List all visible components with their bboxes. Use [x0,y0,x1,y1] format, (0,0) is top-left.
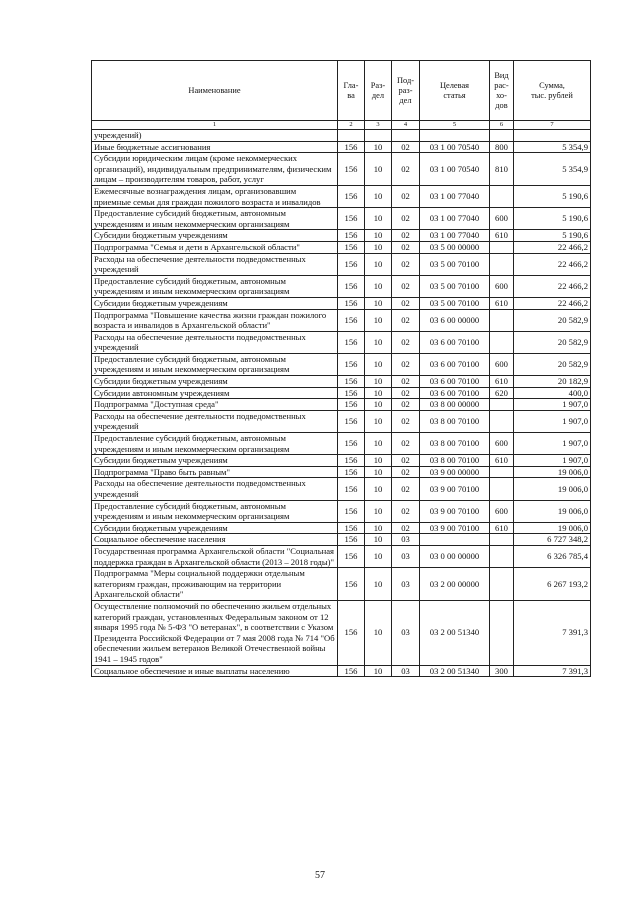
column-number: 5 [420,121,490,130]
row-vid [490,600,514,665]
row-podrazdel: 02 [392,153,420,186]
row-vid: 610 [490,376,514,388]
row-vid: 610 [490,297,514,309]
row-sum: 1 907,0 [514,410,591,432]
row-name: Субсидии бюджетным учреждениям [92,455,338,467]
row-sum: 5 190,6 [514,208,591,230]
row-target: 03 1 00 77040 [420,230,490,242]
row-razdel: 10 [365,433,392,455]
row-razdel: 10 [365,253,392,275]
row-vid [490,185,514,207]
row-podrazdel: 03 [392,545,420,567]
row-target: 03 1 00 77040 [420,185,490,207]
row-target: 03 1 00 70540 [420,141,490,153]
table-body [92,130,591,677]
row-sum: 5 190,6 [514,185,591,207]
row-sum: 19 006,0 [514,500,591,522]
row-glava: 156 [338,665,365,677]
table-row [92,387,591,399]
row-name: Предоставление субсидий бюджетным, автономным учреждениям и иным некоммерческим организациям [92,353,338,375]
table-row [92,534,591,546]
row-target: 03 8 00 70100 [420,433,490,455]
table-row [92,353,591,375]
row-target: 03 5 00 00000 [420,241,490,253]
header-sum: Сумма, тыс. рублей [514,61,591,121]
row-vid [490,545,514,567]
row-sum: 1 907,0 [514,433,591,455]
row-razdel: 10 [365,545,392,567]
row-vid [490,331,514,353]
row-name: Субсидии автономным учреждениям [92,387,338,399]
row-sum: 20 182,9 [514,376,591,388]
row-target: 03 6 00 70100 [420,353,490,375]
row-name: Предоставление субсидий бюджетным, автономным учреждениям и иным некоммерческим организациям [92,275,338,297]
table-row [92,455,591,467]
row-razdel: 10 [365,230,392,242]
column-number-row [92,121,591,130]
row-vid [490,309,514,331]
table-row [92,568,591,601]
table-row [92,500,591,522]
table-row [92,253,591,275]
row-target: 03 9 00 70100 [420,500,490,522]
row-target: 03 2 00 51340 [420,600,490,665]
row-sum: 6 326 785,4 [514,545,591,567]
row-glava: 156 [338,253,365,275]
row-razdel: 10 [365,153,392,186]
row-name: Расходы на обеспечение деятельности подведомственных учреждений [92,253,338,275]
row-vid [490,466,514,478]
table-row [92,665,591,677]
row-podrazdel: 02 [392,387,420,399]
row-glava: 156 [338,353,365,375]
row-razdel: 10 [365,387,392,399]
row-razdel: 10 [365,353,392,375]
row-target: 03 6 00 70100 [420,331,490,353]
row-razdel: 10 [365,455,392,467]
row-name: Государственная программа Архангельской области "Социальная поддержка граждан в Архангельской области (2013 – 2018 годы)" [92,545,338,567]
column-number: 7 [514,121,591,130]
row-glava: 156 [338,545,365,567]
row-sum: 22 466,2 [514,275,591,297]
row-razdel [365,130,392,142]
row-name: Предоставление субсидий бюджетным, автономным учреждениям и иным некоммерческим организациям [92,208,338,230]
row-glava: 156 [338,466,365,478]
row-target: 03 0 00 00000 [420,545,490,567]
row-name: Субсидии бюджетным учреждениям [92,522,338,534]
row-vid [490,241,514,253]
header-target: Целевая статья [420,61,490,121]
table-row [92,478,591,500]
table-row [92,208,591,230]
row-podrazdel: 02 [392,141,420,153]
row-vid: 300 [490,665,514,677]
row-sum: 22 466,2 [514,241,591,253]
row-glava: 156 [338,522,365,534]
row-vid: 600 [490,208,514,230]
row-name: Расходы на обеспечение деятельности подведомственных учреждений [92,478,338,500]
table-row [92,241,591,253]
row-target: 03 2 00 00000 [420,568,490,601]
row-sum: 1 907,0 [514,399,591,411]
row-podrazdel: 02 [392,466,420,478]
row-name: Иные бюджетные ассигнования [92,141,338,153]
row-sum: 19 006,0 [514,522,591,534]
row-podrazdel: 02 [392,297,420,309]
row-podrazdel: 02 [392,230,420,242]
row-vid: 600 [490,433,514,455]
row-name: Подпрограмма "Повышение качества жизни граждан пожилого возраста и инвалидов в Архангельской области" [92,309,338,331]
row-razdel: 10 [365,185,392,207]
row-target: 03 5 00 70100 [420,297,490,309]
row-podrazdel: 02 [392,500,420,522]
table-row [92,522,591,534]
row-sum: 22 466,2 [514,253,591,275]
row-podrazdel: 02 [392,399,420,411]
header-row [92,61,591,121]
row-name: Предоставление субсидий бюджетным, автономным учреждениям и иным некоммерческим организациям [92,433,338,455]
row-sum: 20 582,9 [514,353,591,375]
row-target [420,130,490,142]
row-glava: 156 [338,433,365,455]
row-podrazdel: 02 [392,275,420,297]
table-row [92,466,591,478]
table-row [92,600,591,665]
table-row [92,141,591,153]
row-podrazdel: 02 [392,331,420,353]
row-sum [514,130,591,142]
row-glava: 156 [338,534,365,546]
row-razdel: 10 [365,331,392,353]
row-glava: 156 [338,230,365,242]
row-target: 03 6 00 70100 [420,387,490,399]
row-glava: 156 [338,600,365,665]
row-podrazdel: 02 [392,253,420,275]
row-podrazdel: 03 [392,665,420,677]
row-name: Подпрограмма "Право быть равным" [92,466,338,478]
row-target [420,534,490,546]
table-row [92,230,591,242]
row-target: 03 9 00 70100 [420,478,490,500]
row-name: Ежемесячные вознаграждения лицам, организовавшим приемные семьи для граждан пожилого возраста и инвалидов [92,185,338,207]
row-vid: 810 [490,153,514,186]
row-glava: 156 [338,410,365,432]
row-name: Субсидии бюджетным учреждениям [92,230,338,242]
row-podrazdel: 02 [392,478,420,500]
row-glava: 156 [338,275,365,297]
row-podrazdel: 03 [392,600,420,665]
row-glava: 156 [338,153,365,186]
row-sum: 20 582,9 [514,331,591,353]
row-glava: 156 [338,208,365,230]
row-name: Субсидии бюджетным учреждениям [92,376,338,388]
row-glava: 156 [338,455,365,467]
row-sum: 20 582,9 [514,309,591,331]
row-glava [338,130,365,142]
row-vid: 600 [490,500,514,522]
row-razdel: 10 [365,410,392,432]
row-podrazdel: 02 [392,241,420,253]
table-row [92,275,591,297]
row-sum: 22 466,2 [514,297,591,309]
row-razdel: 10 [365,309,392,331]
row-name: Расходы на обеспечение деятельности подведомственных учреждений [92,331,338,353]
row-razdel: 10 [365,500,392,522]
row-podrazdel: 03 [392,534,420,546]
row-sum: 1 907,0 [514,455,591,467]
row-vid [490,568,514,601]
row-sum: 5 354,9 [514,153,591,186]
row-glava: 156 [338,241,365,253]
header-name: Наименование [92,61,338,121]
row-glava: 156 [338,185,365,207]
row-razdel: 10 [365,241,392,253]
row-vid [490,534,514,546]
row-name: Подпрограмма "Семья и дети в Архангельской области" [92,241,338,253]
row-glava: 156 [338,376,365,388]
row-name: Социальное обеспечение населения [92,534,338,546]
table-row [92,410,591,432]
row-podrazdel [392,130,420,142]
row-glava: 156 [338,297,365,309]
row-vid: 620 [490,387,514,399]
row-glava: 156 [338,309,365,331]
row-podrazdel: 02 [392,309,420,331]
row-target: 03 2 00 51340 [420,665,490,677]
row-sum: 7 391,3 [514,600,591,665]
row-razdel: 10 [365,466,392,478]
column-number: 1 [92,121,338,130]
row-vid: 610 [490,455,514,467]
row-vid [490,410,514,432]
table-row [92,376,591,388]
row-glava: 156 [338,331,365,353]
row-vid [490,399,514,411]
row-glava: 156 [338,568,365,601]
row-target: 03 8 00 00000 [420,399,490,411]
row-glava: 156 [338,500,365,522]
row-target: 03 9 00 00000 [420,466,490,478]
row-razdel: 10 [365,600,392,665]
table-row [92,185,591,207]
row-target: 03 6 00 00000 [420,309,490,331]
row-target: 03 8 00 70100 [420,410,490,432]
row-razdel: 10 [365,665,392,677]
table-row [92,297,591,309]
row-target: 03 6 00 70100 [420,376,490,388]
row-target: 03 9 00 70100 [420,522,490,534]
row-podrazdel: 02 [392,185,420,207]
column-number: 4 [392,121,420,130]
row-sum: 19 006,0 [514,466,591,478]
table-row [92,399,591,411]
row-name: Предоставление субсидий бюджетным, автономным учреждениям и иным некоммерческим организациям [92,500,338,522]
row-glava: 156 [338,399,365,411]
row-razdel: 10 [365,208,392,230]
table-row [92,153,591,186]
table-row [92,331,591,353]
row-sum: 19 006,0 [514,478,591,500]
column-number: 3 [365,121,392,130]
row-podrazdel: 02 [392,208,420,230]
row-name: Осуществление полномочий по обеспечению жильем отдельных категорий граждан, установленных Федеральным законом от 12 января 1995 года № 5-ФЗ "О ветеранах", в соответствии с Указом Президента Российской Федерации от 7 мая 2008 года № 714 "Об обеспечении жильем ветеранов Великой Отечественной войны 1941 – 1945 годов" [92,600,338,665]
row-name: Субсидии юридическим лицам (кроме некоммерческих организаций), индивидуальным предпринимателям, физическим лицам – производителям товаров, работ, услуг [92,153,338,186]
budget-table [91,60,591,677]
row-podrazdel: 02 [392,455,420,467]
row-glava: 156 [338,387,365,399]
row-razdel: 10 [365,141,392,153]
row-sum: 7 391,3 [514,665,591,677]
header-razdel: Раз- дел [365,61,392,121]
row-podrazdel: 03 [392,568,420,601]
row-razdel: 10 [365,297,392,309]
row-sum: 400,0 [514,387,591,399]
column-number: 2 [338,121,365,130]
row-razdel: 10 [365,399,392,411]
row-name: учреждений) [92,130,338,142]
row-vid: 600 [490,275,514,297]
table-row [92,545,591,567]
row-target: 03 1 00 77040 [420,208,490,230]
row-sum: 5 190,6 [514,230,591,242]
row-target: 03 1 00 70540 [420,153,490,186]
row-razdel: 10 [365,568,392,601]
row-name: Подпрограмма "Меры социальной поддержки отдельным категориям граждан, проживающим на территории Архангельской области" [92,568,338,601]
page-number: 57 [315,870,325,881]
row-razdel: 10 [365,534,392,546]
table-row [92,309,591,331]
row-razdel: 10 [365,522,392,534]
row-vid: 610 [490,230,514,242]
row-razdel: 10 [365,478,392,500]
row-podrazdel: 02 [392,376,420,388]
row-name: Социальное обеспечение и иные выплаты населению [92,665,338,677]
row-vid [490,253,514,275]
header-podrazdel: Под- раз- дел [392,61,420,121]
row-name: Субсидии бюджетным учреждениям [92,297,338,309]
row-vid: 800 [490,141,514,153]
table-row [92,130,591,142]
row-target: 03 8 00 70100 [420,455,490,467]
row-glava: 156 [338,478,365,500]
row-vid: 610 [490,522,514,534]
header-vid: Вид рас- хо- дов [490,61,514,121]
header-glava: Гла- ва [338,61,365,121]
table-row [92,433,591,455]
row-sum: 6 267 193,2 [514,568,591,601]
row-vid [490,130,514,142]
row-podrazdel: 02 [392,410,420,432]
row-podrazdel: 02 [392,353,420,375]
row-razdel: 10 [365,275,392,297]
row-podrazdel: 02 [392,433,420,455]
row-name: Расходы на обеспечение деятельности подведомственных учреждений [92,410,338,432]
row-sum: 6 727 348,2 [514,534,591,546]
row-glava: 156 [338,141,365,153]
row-name: Подпрограмма "Доступная среда" [92,399,338,411]
row-sum: 5 354,9 [514,141,591,153]
row-vid [490,478,514,500]
row-vid: 600 [490,353,514,375]
column-number: 6 [490,121,514,130]
row-target: 03 5 00 70100 [420,275,490,297]
row-podrazdel: 02 [392,522,420,534]
row-razdel: 10 [365,376,392,388]
row-target: 03 5 00 70100 [420,253,490,275]
